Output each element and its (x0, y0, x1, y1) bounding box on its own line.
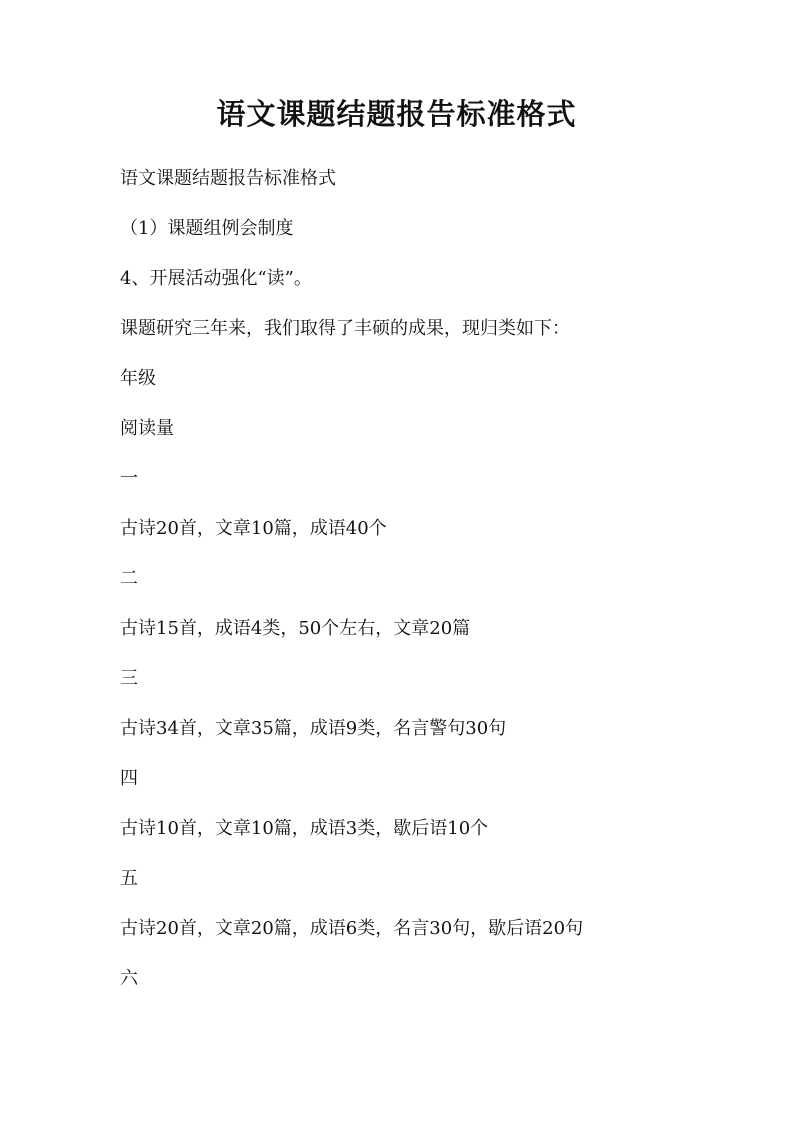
paragraph-grade-4-amount: 古诗10首，文章10篇，成语3类，歇后语10个 (120, 818, 489, 839)
paragraph-grade-6: 六 (120, 968, 138, 989)
paragraph-grade-1: 一 (120, 468, 138, 489)
paragraph-grade-3: 三 (120, 668, 138, 689)
paragraph-grade-2-amount: 古诗15首，成语4类，50个左右，文章20篇 (120, 618, 471, 639)
paragraph-grade-5: 五 (120, 868, 138, 889)
paragraph-grade-1-amount: 古诗20首，文章10篇，成语40个 (120, 518, 387, 539)
document-body (120, 164, 680, 1014)
paragraph-grade-2: 二 (120, 568, 138, 589)
paragraph-results-intro: 课题研究三年来，我们取得了丰硕的成果，现归类如下： (120, 318, 570, 339)
paragraph-subtitle: 语文课题结题报告标准格式 (120, 168, 336, 189)
document-title: 语文课题结题报告标准格式 (216, 97, 577, 131)
paragraph-reading-amount-header: 阅读量 (120, 418, 174, 439)
paragraph-reading-activity: 4、开展活动强化“读”。 (120, 268, 312, 289)
paragraph-grade-header: 年级 (120, 368, 156, 389)
paragraph-grade-5-amount: 古诗20首，文章20篇，成语6类，名言30句，歇后语20句 (120, 918, 584, 939)
paragraph-grade-4: 四 (120, 768, 138, 789)
paragraph-meeting-system: （1）课题组例会制度 (120, 218, 294, 239)
paragraph-grade-3-amount: 古诗34首，文章35篇，成语9类，名言警句30句 (120, 718, 507, 739)
